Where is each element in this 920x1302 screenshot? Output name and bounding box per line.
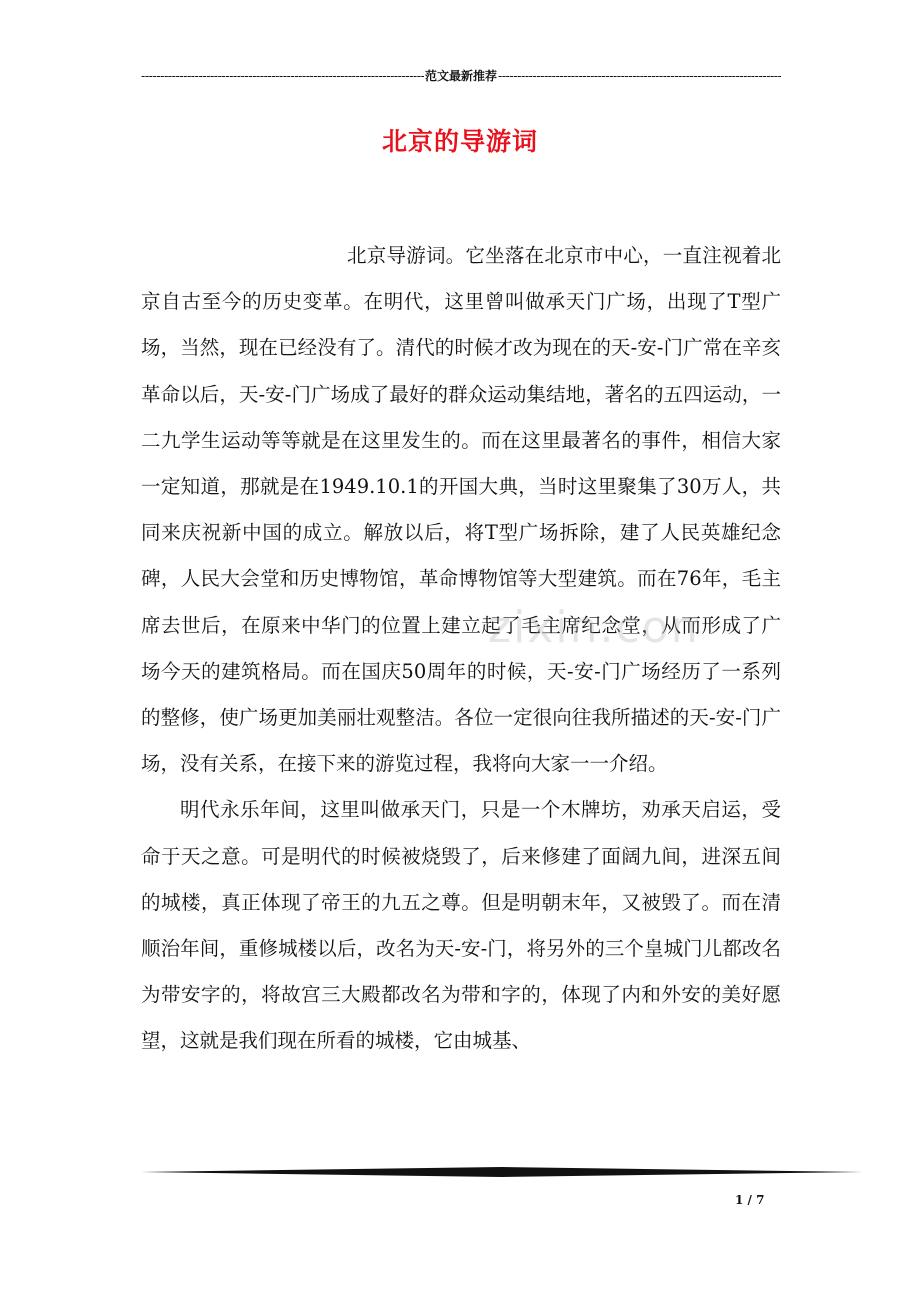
- header-dash-left: [141, 67, 424, 85]
- body-paragraph: 明代永乐年间，这里叫做承天门，只是一个木牌坊，劝承天启运，受命于天之意。可是明代的时候被烧毁了，后来修建了面阔九间，进深五间的城楼，真正体现了帝王的九五之尊。但是明朝末年，又被毁了。而在清顺治年间，重修城楼以后，改名为天-安-门，将另外的三个皇城门儿都改名为带安字的，将故宫三大殿都改名为带和字的，体现了内和外安的美好愿望，这就是我们现在所看的城楼，它由城基、: [141, 798, 781, 1053]
- svg-text:zixin.com.cn: zixin.com: [488, 602, 698, 653]
- page-number: 1 / 7: [735, 1193, 765, 1207]
- header-dash-right: [498, 67, 781, 85]
- document-body: [141, 233, 781, 1065]
- body-paragraph: 北京导游词。它坐落在北京市中心，一直注视着北京自古至今的历史变革。在明代，这里曾叫做承天门广场，出现了T型广场，当然，现在已经没有了。清代的时候才改为现在的天-安-门广常在辛亥革命以后，天-安-门广场成了最好的群众运动集结地，著名的五四运动，一二九学生运动等等就是在这里发生的。而在这里最著名的事件，相信大家一定知道，那就是在1949.10.1的开国大典，当时这里聚集了30万人，共同来庆祝新中国的成立。解放以后，将T型广场拆除，建了人民英雄纪念碑，人民大会堂和历史博物馆，革命博物馆等大型建筑。而在76年，毛主席去世后，在原来中华门的位置上建立起了毛主席纪念堂，从而形成了广场今天的建筑格局。而在国庆50周年的时候，天-安-门广场经历了一系列的整修，使广场更加美丽壮观整洁。各位一定很向往我所描述的天-安-门广场，没有关系，在接下来的游览过程，我将向大家一一介绍。: [141, 244, 781, 776]
- page-header: [141, 67, 781, 85]
- footer-divider: [141, 1167, 863, 1177]
- header-label: 范文最新推荐: [425, 69, 498, 83]
- document-title: 北京的导游词: [381, 127, 538, 156]
